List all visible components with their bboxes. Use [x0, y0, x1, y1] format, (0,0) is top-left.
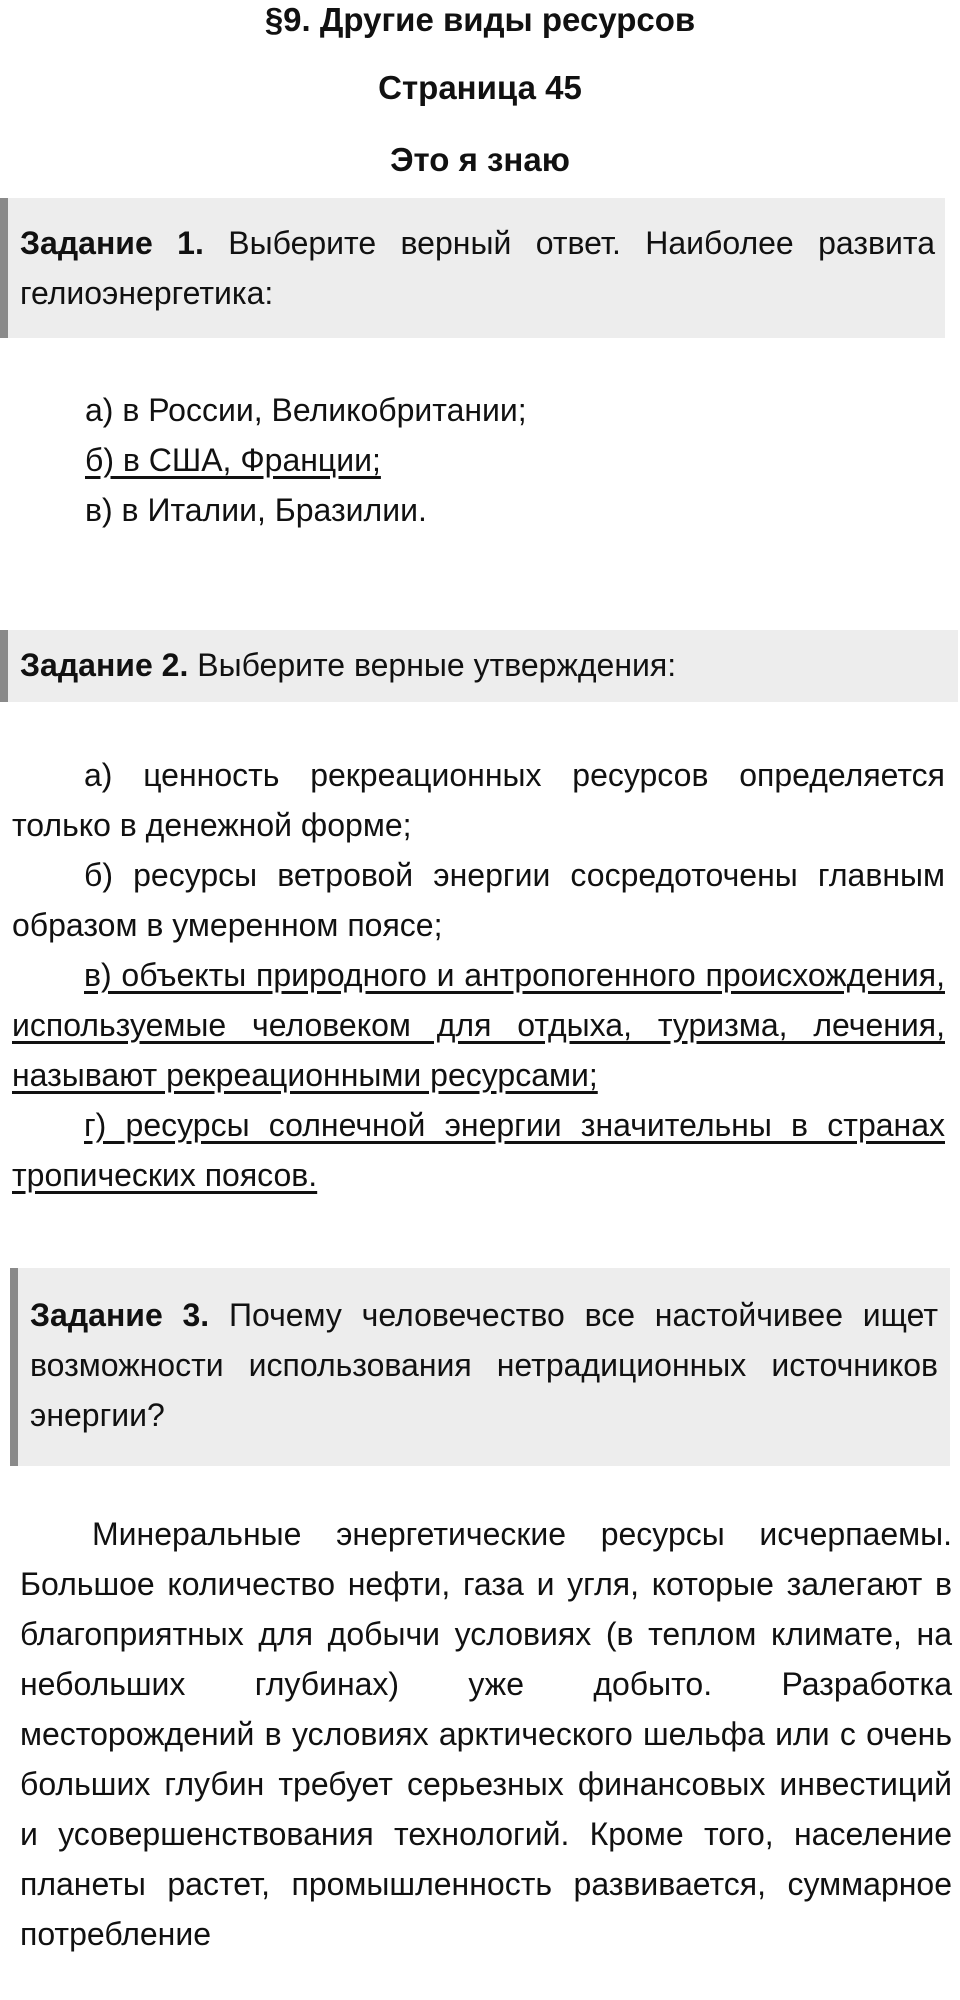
task-1-option-b-correct: б) в США, Франции;: [85, 442, 381, 478]
task-1-label: Задание 1.: [20, 225, 204, 261]
task-1-box: [0, 198, 945, 338]
task-2-option-c-wrapper: [12, 950, 945, 1100]
task-3-label: Задание 3.: [30, 1297, 210, 1333]
section-title: §9. Другие виды ресурсов: [264, 1, 696, 38]
task-2-option-d-wrapper: [12, 1100, 945, 1200]
task-1-options: [85, 385, 945, 535]
task-1-option-c: в) в Италии, Бразилии.: [85, 492, 427, 528]
task-1-question: Выберите верный ответ. Наиболее развита гелиоэнергетика:: [20, 225, 935, 311]
page-number-title: Страница 45: [378, 69, 582, 106]
task-3-question: Почему человечество все настойчивее ищет возможности использования нетрадиционных источников энергии?: [30, 1297, 939, 1433]
task-2-option-d-correct: г) ресурсы солнечной энергии значительны в странах тропических поясов.: [12, 1107, 945, 1193]
task-2-box: [0, 630, 958, 702]
task-2-option-a: а) ценность рекреационных ресурсов определяется только в денежной форме;: [12, 757, 945, 843]
task-1-option-a: а) в России, Великобритании;: [85, 392, 527, 428]
task-2-option-c-correct: в) объекты природного и антропогенного происхождения, используемые человеком для отдыха, туризма, лечения, называют рекреационными ресурсами;: [12, 957, 945, 1093]
subsection-title: Это я знаю: [390, 141, 570, 178]
task-2-label: Задание 2.: [20, 647, 189, 683]
task-3-answer: Минеральные энергетические ресурсы исчерпаемы. Большое количество нефти, газа и угля, которые залегают в благоприятных для добычи условиях (в теплом климате, на небольших глубинах) уже добыто. Разработка месторождений в условиях арктического шельфа или с очень больших глубин требует серьезных финансовых инвестиций и усовершенствования технологий. Кроме того, население планеты растет, промышленность развивается, суммарное потребление: [20, 1516, 952, 1952]
task-2-option-b: б) ресурсы ветровой энергии сосредоточены главным образом в умеренном поясе;: [12, 857, 945, 943]
task-2-question: Выберите верные утверждения:: [197, 647, 677, 683]
task-2-options: [12, 750, 945, 1200]
task-3-box: [10, 1268, 950, 1466]
